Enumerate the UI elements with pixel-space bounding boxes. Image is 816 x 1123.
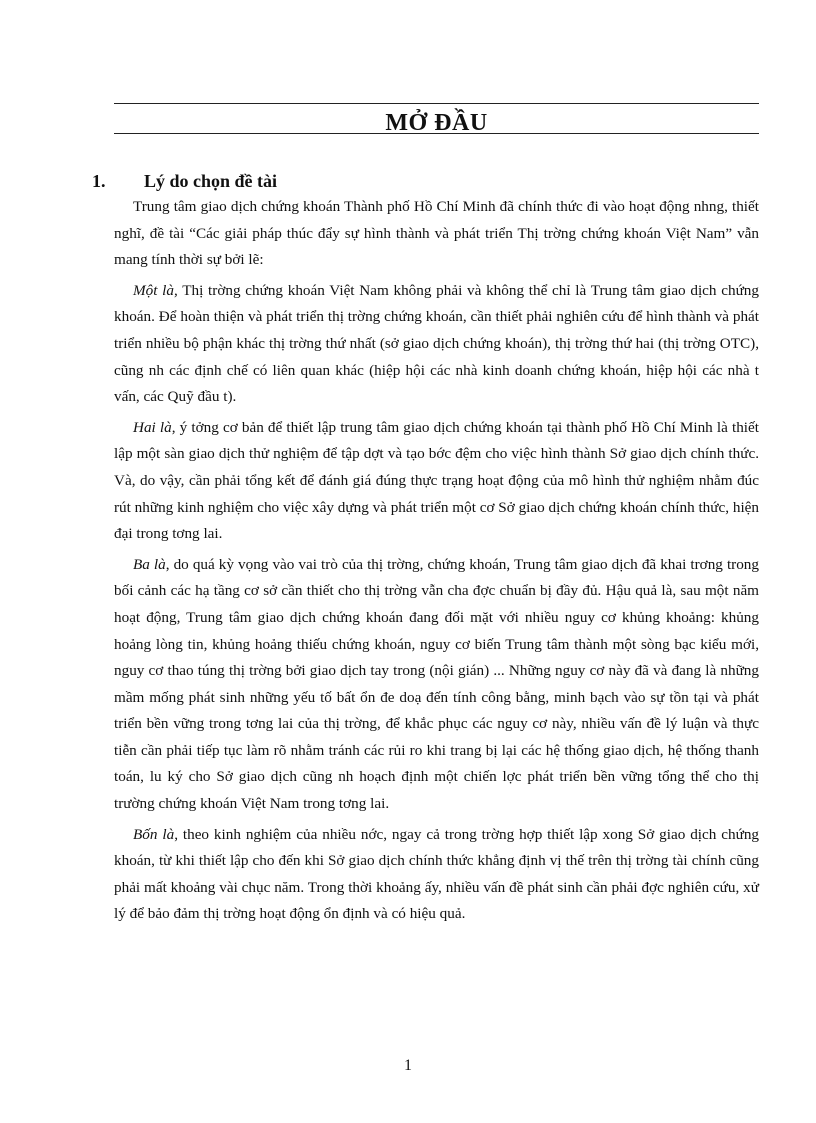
paragraph-hai-la (114, 415, 759, 548)
paragraph-lead: Ba là (133, 555, 166, 573)
paragraph-mot-la (114, 278, 759, 411)
paragraph-text: , do quá kỳ vọng vào vai trò của thị trờng, chứng khoán, Trung tâm giao dịch đã khai trơng trong bối cảnh các hạ tầng cơ sở cần thiết cho thị trờng vẫn cha đợc chuẩn bị đầy đủ. Hậu quả là, sau một năm hoạt động, Trung tâm giao dịch chứng khoán đang đối mặt với nhiều nguy cơ khủng khoảng: khủng hoảng lòng tin, khủng hoảng thiếu chứng khoán, nguy cơ biến Trung tâm thành một sòng bạc kiểu mới, nguy cơ thao túng thị trờng bởi giao dịch tay trong (nội gián) ... Những nguy cơ này đã và đang là những mầm mống phát sinh những yếu tố bất ổn đe doạ đến tính công bằng, minh bạch vào sự tồn tại và phát triển bền vững trong tơng lai của thị trờng, để khắc phục các nguy cơ này, nhiều vấn đề lý luận và thực tiễn cần phải tiếp tục làm rõ nhằm tránh các rủi ro khi trang bị lại các hệ thống giao dịch, hệ thống thanh toán, lu ký cho Sở giao dịch cũng nh hoạch định một chiến lợc phát triển bền vững tổng thể cho thị trường chứng khoán Việt Nam trong tơng lai. (114, 555, 759, 813)
body-text (114, 194, 759, 932)
paragraph-lead: Một là (133, 281, 174, 299)
top-rule (114, 103, 759, 104)
paragraph-intro (114, 194, 759, 274)
paragraph-lead: Hai là (133, 418, 172, 436)
paragraph-lead: Bốn là (133, 825, 175, 843)
page-title: MỞ ĐẦU (385, 110, 488, 136)
paragraph-text: , theo kinh nghiệm của nhiều nớc, ngay cả trong trờng hợp thiết lập xong Sở giao dịch chứng khoán, từ khi thiết lập cho đến khi Sở giao dịch chính thức khẳng định vị thế trên thị trờng tài chính cũng phải mất khoảng vài chục năm. Trong thời khoảng ấy, nhiều vấn đề phát sinh cần phải đợc nghiên cứu, xử lý để bảo đảm thị trờng hoạt động ổn định và có hiệu quả. (114, 825, 760, 923)
section-heading (92, 171, 277, 192)
paragraph-text: Trung tâm giao dịch chứng khoán Thành phố Hồ Chí Minh đã chính thức đi vào hoạt động nhng, thiết nghĩ, đề tài “Các giải pháp thúc đẩy sự hình thành và phát triển Thị trờng chứng khoán Việt Nam” vẫn mang tính thời sự bởi lẽ: (114, 198, 759, 269)
page-number: 1 (404, 1057, 412, 1074)
paragraph-text: , ý tởng cơ bản để thiết lập trung tâm giao dịch chứng khoán tại thành phố Hồ Chí Minh là thiết lập một sàn giao dịch thử nghiệm để tập dợt và tạo bớc đệm cho việc hình thành Sở giao dịch chính thức. Và, do vậy, cần phải tổng kết để đánh giá đúng thực trạng hoạt động của mô hình thử nghiệm nhằm đúc rút những kinh nghiệm cho việc xây dựng và phát triển một cơ Sở giao dịch chứng khoán chính thức, hiện đại trong tơng lai. (114, 418, 759, 543)
paragraph-bon-la (114, 822, 759, 928)
section-title: Lý do chọn đề tài (144, 171, 278, 191)
section-number: 1. (92, 171, 106, 191)
paragraph-text: , Thị trờng chứng khoán Việt Nam không phải và không thể chỉ là Trung tâm giao dịch chứng khoán. Để hoàn thiện và phát triển thị trờng chứng khoán, cần thiết phải nghiên cứu để hình thành và phát triển nhiều bộ phận khác thị trờng thứ nhất (sở giao dịch chứng khoán), thị trờng thứ hai (thị trờng OTC), cũng nh các định chế có liên quan khác (hiệp hội các nhà kinh doanh chứng khoán, hiệp hội các nhà t vấn, các Quỹ đầu t). (114, 281, 759, 406)
paragraph-ba-la (114, 552, 759, 818)
bottom-rule (114, 133, 759, 134)
